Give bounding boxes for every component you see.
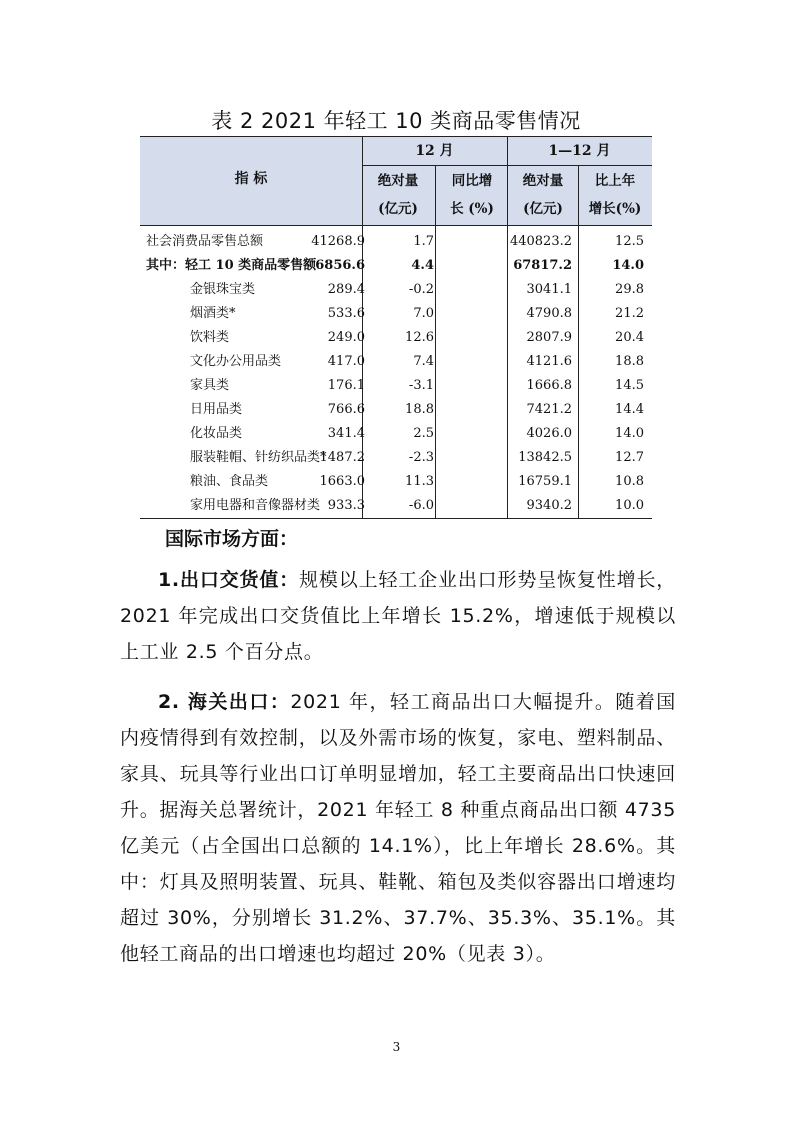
table-row (140, 446, 652, 470)
cell-ytd-abs: 7421.2 (526, 402, 572, 417)
cell-dec-yoy: 2.5 (413, 426, 434, 441)
cell-ytd-abs: 4026.0 (526, 426, 572, 441)
cell-dec-abs: 176.1 (327, 378, 365, 393)
row-name: 烟酒类* (190, 306, 236, 321)
paragraph-customs-export (120, 684, 676, 972)
cell-dec-yoy: -2.3 (408, 450, 434, 465)
cell-dec-yoy: 12.6 (405, 330, 434, 345)
cell-ytd-abs: 9340.2 (526, 498, 572, 513)
header-text: 绝对量 (377, 173, 419, 189)
row-name: 化妆品类 (190, 426, 243, 441)
table-row (140, 230, 652, 254)
header-text: 长 (%) (450, 201, 494, 217)
cell-ytd-abs: 67817.2 (513, 258, 572, 273)
cell-dec-yoy: 11.3 (405, 474, 434, 489)
cell-ytd-abs: 13842.5 (518, 450, 572, 465)
header-text: 增长(%) (588, 201, 642, 217)
cell-ytd-growth: 29.8 (615, 282, 644, 297)
cell-ytd-abs: 2807.9 (526, 330, 572, 345)
cell-dec-yoy: -3.1 (408, 378, 434, 393)
table-row (140, 350, 652, 374)
cell-dec-abs: 933.3 (327, 498, 365, 513)
header-indicator: 指 标 (234, 171, 268, 187)
cell-dec-yoy: 7.4 (413, 354, 434, 369)
header-text: 绝对量 (522, 173, 564, 189)
cell-ytd-growth: 12.5 (615, 234, 644, 249)
table-body (140, 226, 652, 519)
header-text: (亿元) (378, 201, 418, 217)
cell-dec-abs: 341.4 (327, 426, 365, 441)
cell-ytd-growth: 14.0 (612, 258, 644, 273)
cell-dec-abs: 1663.0 (319, 474, 365, 489)
cell-dec-abs: 1487.2 (319, 450, 365, 465)
paragraph-export-delivery (120, 562, 676, 670)
header-text: (亿元) (523, 201, 563, 217)
header-december: 12 月 (415, 143, 454, 159)
header-ytd-absolute (507, 167, 579, 223)
row-name: 其中：轻工 10 类商品零售额 (146, 258, 317, 273)
paragraph-lead: 2. 海关出口： (158, 691, 291, 713)
row-name: 服装鞋帽、针纺织品类* (190, 450, 327, 465)
header-dec-absolute (362, 167, 434, 223)
row-name: 家具类 (190, 378, 230, 393)
row-name: 饮料类 (190, 330, 230, 345)
paragraph-text: 2021 年，轻工商品出口大幅提升。随着国内疫情得到有效控制，以及外需市场的恢复，家电、塑料制品、家具、玩具等行业出口订单明显增加，轻工主要商品出口快速回升。据海关总署统计，2021 年轻工 8 种重点商品出口额 4735 亿美元（占全国出口总额的 14.1%），比上年增长 28.6%。其中：灯具及照明装置、玩具、鞋靴、箱包及类似容器出口增速均超过 30%，分别增长 31.2%、37.7%、35.3%、35.1%。其他轻工商品的出口增速也均超过 20%（见表 3）。 (120, 691, 676, 965)
cell-ytd-abs: 1666.8 (526, 378, 572, 393)
cell-dec-abs: 533.6 (327, 306, 365, 321)
table-row (140, 278, 652, 302)
cell-dec-yoy: 4.4 (411, 258, 434, 273)
section-heading: 国际市场方面： (165, 528, 299, 550)
cell-dec-yoy: 1.7 (413, 234, 434, 249)
table-row (140, 374, 652, 398)
cell-ytd-growth: 20.4 (615, 330, 644, 345)
cell-dec-abs: 6856.6 (315, 258, 365, 273)
cell-ytd-growth: 21.2 (615, 306, 644, 321)
cell-dec-abs: 289.4 (327, 282, 365, 297)
cell-dec-yoy: 18.8 (405, 402, 434, 417)
row-name: 社会消费品零售总额 (146, 234, 264, 249)
paragraph-text: 规模以上轻工企业出口形势呈恢复性增长，2021 年完成出口交货值比上年增长 15.2%，增速低于规模以上工业 2.5 个百分点。 (120, 569, 676, 663)
header-text: 比上年 (594, 173, 636, 189)
cell-dec-yoy: -6.0 (408, 498, 434, 513)
header-text: 同比增 (451, 173, 493, 189)
header-dec-yoy (436, 167, 508, 223)
row-name: 粮油、食品类 (190, 474, 269, 489)
cell-dec-yoy: 7.0 (413, 306, 434, 321)
cell-ytd-growth: 14.5 (615, 378, 644, 393)
table-row (140, 302, 652, 326)
paragraph-lead: 1.出口交货值： (158, 569, 300, 591)
table-row (140, 398, 652, 422)
cell-ytd-abs: 440823.2 (509, 234, 572, 249)
retail-table (140, 136, 652, 519)
cell-ytd-growth: 14.4 (615, 402, 644, 417)
cell-ytd-abs: 16759.1 (518, 474, 572, 489)
row-name: 文化办公用品类 (190, 354, 282, 369)
header-ytd-growth (579, 167, 651, 223)
table-row (140, 494, 652, 518)
cell-dec-abs: 766.6 (327, 402, 365, 417)
row-name: 金银珠宝类 (190, 282, 256, 297)
table-header (140, 136, 652, 226)
table-row (140, 470, 652, 494)
row-name: 家用电器和音像器材类 (190, 498, 321, 513)
header-jan-dec: 1—12 月 (548, 143, 611, 159)
row-name: 日用品类 (190, 402, 243, 417)
table-row (140, 422, 652, 446)
table-row (140, 326, 652, 350)
cell-ytd-growth: 10.0 (615, 498, 644, 513)
cell-dec-abs: 417.0 (327, 354, 365, 369)
cell-ytd-abs: 3041.1 (526, 282, 572, 297)
cell-ytd-growth: 14.0 (615, 426, 644, 441)
table-row (140, 254, 652, 278)
page-number: 3 (392, 1040, 401, 1054)
cell-ytd-growth: 10.8 (615, 474, 644, 489)
table-title: 表 2 2021 年轻工 10 类商品零售情况 (211, 109, 581, 133)
cell-ytd-abs: 4121.6 (526, 354, 572, 369)
cell-ytd-growth: 12.7 (615, 450, 644, 465)
cell-dec-yoy: -0.2 (408, 282, 434, 297)
cell-ytd-growth: 18.8 (615, 354, 644, 369)
cell-dec-abs: 249.0 (327, 330, 365, 345)
cell-ytd-abs: 4790.8 (526, 306, 572, 321)
cell-dec-abs: 41268.9 (311, 234, 365, 249)
